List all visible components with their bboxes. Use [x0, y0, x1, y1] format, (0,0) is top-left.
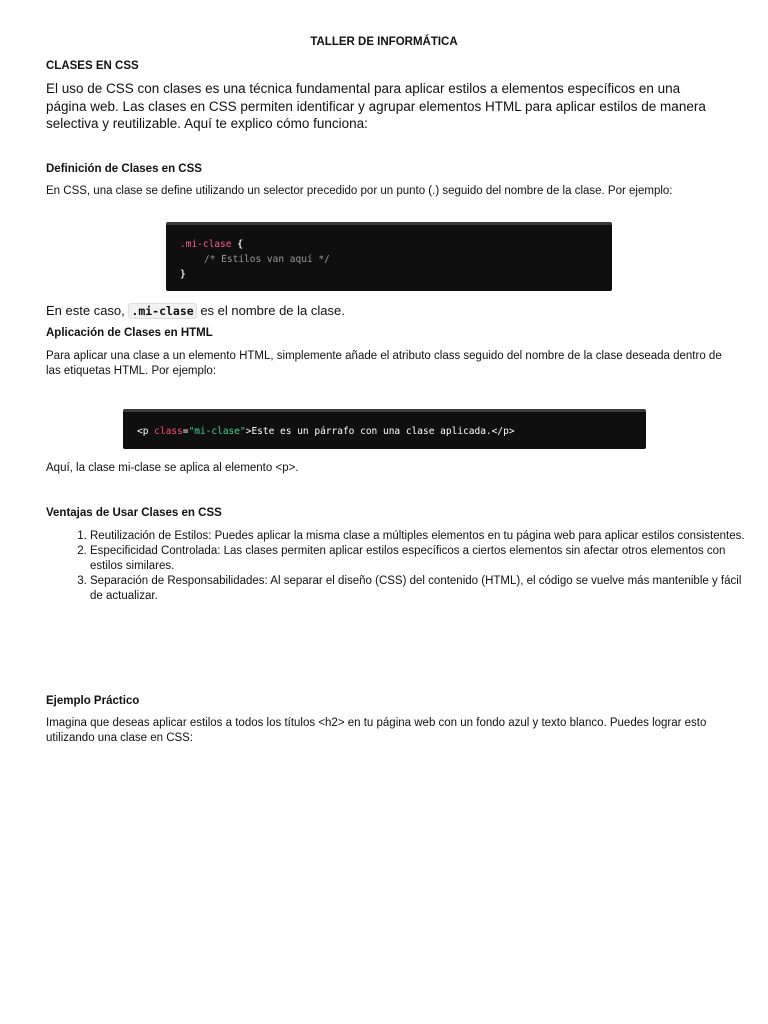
explanation-prefix: En este caso, — [46, 303, 129, 318]
css-selector: .mi-clase — [180, 239, 232, 250]
section-heading-clases-en-css: CLASES EN CSS — [46, 60, 139, 72]
document-title: TALLER DE INFORMÁTICA — [310, 36, 458, 48]
inline-code-mi-clase: .mi-clase — [128, 303, 196, 319]
html-attribute-value: "mi-clase" — [188, 426, 246, 437]
html-equals: = — [182, 426, 189, 437]
ventajas-list — [46, 529, 750, 604]
definicion-paragraph: En CSS, una clase se define utilizando un selector precedido por un punto (.) seguido del nombre de la clase. Por ejemplo: — [46, 185, 673, 197]
aplicacion-after-paragraph: Aquí, la clase mi-clase se aplica al elemento <p>. — [46, 462, 299, 474]
aplicacion-paragraph: Para aplicar una clase a un elemento HTML, simplemente añade el atributo class seguido del nombre de la clase deseada dentro de las etiquetas HTML. Por ejemplo: — [46, 350, 722, 377]
list-item: 3. Separación de Responsabilidades: Al separar el diseño (CSS) del contenido (HTML), el código se vuelve más mantenible y fácil de actualizar. — [90, 574, 750, 604]
intro-paragraph: El uso de CSS con clases es una técnica fundamental para aplicar estilos a elementos específicos en una página web. Las clases en CSS permiten identificar y agrupar elementos HTML para aplicar estilos de manera selectiva y reutilizable. Aquí te explico cómo funciona: — [46, 81, 706, 131]
section-heading-ventajas: Ventajas de Usar Clases en CSS — [46, 507, 222, 519]
css-code-block — [166, 222, 612, 291]
list-item: 1. Reutilización de Estilos: Puedes aplicar la misma clase a múltiples elementos en tu página web para aplicar estilos consistentes. — [90, 529, 750, 544]
html-content: >Este es un párrafo con una clase aplicada.</p> — [245, 426, 515, 437]
ejemplo-paragraph: Imagina que deseas aplicar estilos a todos los títulos <h2> en tu página web con un fondo azul y texto blanco. Puedes lograr esto utilizando una clase en CSS: — [46, 717, 707, 744]
html-code-block — [123, 409, 646, 449]
code-line-3: } — [180, 269, 186, 280]
section-heading-definicion: Definición de Clases en CSS — [46, 163, 202, 175]
class-name-explanation — [46, 303, 724, 319]
html-tag-open: <p — [137, 426, 155, 437]
code-open-brace: { — [231, 239, 243, 250]
code-line-1 — [180, 237, 598, 252]
code-line-2 — [180, 252, 598, 267]
html-attribute: class — [154, 426, 183, 437]
section-heading-aplicacion: Aplicación de Clases en HTML — [46, 327, 213, 339]
section-heading-ejemplo: Ejemplo Práctico — [46, 695, 140, 707]
list-item: 2. Especificidad Controlada: Las clases permiten aplicar estilos específicos a ciertos elementos sin afectar otros elementos con estilos similares. — [90, 544, 750, 574]
css-comment: /* Estilos van aquí */ — [204, 254, 330, 265]
explanation-suffix: es el nombre de la clase. — [196, 303, 345, 318]
